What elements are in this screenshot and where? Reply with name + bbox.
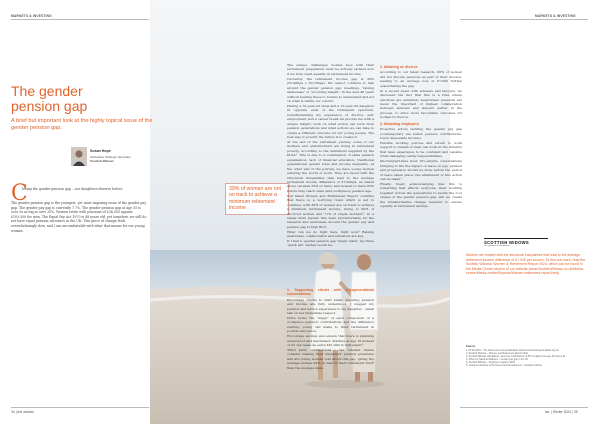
author-name: Susan Hope <box>90 149 111 153</box>
sources-list <box>466 345 588 367</box>
page-footer-right: iss. | Winter 2024 | 35 <box>545 410 578 414</box>
source-item: 2. Scottish Widows – Women and Retirement Report 2024 <box>466 351 528 355</box>
article-column-1 <box>287 63 374 248</box>
col2-paragraph: Shorter/part-time hour. Pro-empire conversations bringing to life the impact of leave on pay, pension and progression should be done before the period of leave taken place; the attainment of this action can be taken⁵. <box>380 159 462 181</box>
section-heading-2: 2. Attaining on divorce <box>380 65 418 69</box>
sources-heading: Sources <box>466 345 476 348</box>
logo-rule <box>484 238 548 239</box>
article-title <box>11 84 151 114</box>
article-column-1-continued <box>287 286 374 371</box>
col1-paragraph: At the end of the retirement journey, some of our mothers and grandmothers are living in retirement poverty, according to the definitions supplied by the PLSA¹. This is due to a combination of state pension equalisation, lack of financial education, traditional generational gender roles and income inequality. At the other end of the journey, we have young women entering the world of work. They are faced with the structural inequalities that lead to the average retirement income difference of £7,000pa, as stated above (women 59% of men), and women to mere 65% before they reach state (and workplace) pension age. <box>287 139 374 193</box>
author-company: Scottish Widows <box>90 159 114 163</box>
author-role-title: Workplace Strategic Specialist <box>90 155 131 159</box>
col1-paragraph: The unique challenges women face with their retirement preparation must be actively tackled now if we truly want equality in retirement income. <box>287 63 374 76</box>
section-heading-1: 1. Supporting clients with intergenerational conversations <box>287 288 374 297</box>
col2-paragraph: Finally, freely acknowledging that this is something that affects everyone, their working together across the generations to tackle the root causes of the gender pension gap, will we create the transformative change required to ensure equality in retirement savings. <box>380 181 462 209</box>
col1-paragraph: Drive home the ‘magic’ of each component of a workplace pension: contributions and the difference starting young can make to their retirement in pounds and pence. <box>287 316 374 334</box>
intro-first-line: losing the gender pension gap – our daughters deserve better. <box>22 187 123 191</box>
source-item: 6. Chartered Institute of Personnel and Development – Flexible working <box>466 364 542 368</box>
page-footer-left: 34 | the adviser <box>11 410 35 414</box>
col1-paragraph: What can we do right here, right now? Raising awareness, collaboration and education are key. <box>287 229 374 239</box>
report-callout: Women are hosted with the structural inequalities that lead to the average retirement income difference of £7,000 per annum. To find out more, read the Scottish Widows’ Women & Retirement Report 2024, which can be found in the Media Centre section of our website (www.ScottishWidows.co.uk/Media-centre/Media-centre/Reports/Women-retirement-report.html) <box>466 253 586 275</box>
article-column-2 <box>380 63 462 209</box>
col2-paragraph: According to our latest research, 60% of women did not discuss pensions as part of their divorce, leading to an average loss of £7,000 further exacerbating the gap. <box>380 70 462 88</box>
logo-tagline: Life, pensions & investments <box>484 244 510 247</box>
title-line-1: The gender <box>11 83 83 99</box>
drop-cap: C <box>11 181 28 206</box>
author-avatar <box>71 147 87 166</box>
source-item: 5. Scottish Widows – Employer research 2024 <box>466 360 515 364</box>
person-icon <box>71 147 87 166</box>
pull-quote: 39% of women are not on track to achieve a minimum retirement income <box>225 183 289 215</box>
header-divider-right <box>460 19 588 20</box>
col2-paragraph: Flexible working policies and return to work support to remain women can work in the industry that have experience to be confident and capable while managing caring responsibilities. <box>380 140 462 159</box>
section-label-left: MARKETS & INVESTING <box>11 14 52 18</box>
intro-paragraph: The gender pension gap is the youngest, yet most imposing issue of the gender pay gap. The gender pay gap is currently 7.7%. The gender pension gap at age 55 is over 3x as big at over 35%. Women retire with pensions of £34,000 against £103,500 for men. The Equal Pay Act 1970 is 48 years old, yet somehow, we still do not have equal pension outcomes in the UK. This piece of change feels overwhelmingly slow, and I am uncomfortable with what that means for our young women. <box>11 201 147 233</box>
col1-paragraph: Having a 70-year-old mum and a 15-year-old daughter at opposite ends of the retirement spectrum, notwithstanding my experience of divorce, self-employment and a career break all provide me with a unique insight, both on what action can form from pension generations and what actions we can take to create a different outcome for our young people. The best way to predict the future is to create it. <box>287 103 374 140</box>
logo-name: SCOTTISH WIDOWS <box>484 239 529 245</box>
author-role <box>90 155 130 163</box>
col1-paragraph: Encourage clients to start small, ensuring pension and income are fully understood. I suggest my pension and advice experience to my daughter – small talk on her immediate respect. <box>287 297 374 316</box>
section-label-right: MARKETS & INVESTING <box>535 14 576 18</box>
section-heading-3: 3. Attracting employers <box>380 121 419 126</box>
col1-paragraph: Our latest Women and Retirement Report confirms that there is a worrying trend which is set to continue, with 39% of women are on track to achieve a minimum retirement income, rising to 60% of divorced women and 71% of single mothers². In a single mum myself, this feels uncomfortable for the research and awareness around the gender pay and pension gap is high BUT. <box>287 193 374 229</box>
source-item: 3. Scottish Widows calculations, assumes contributions of 8% of salary from age 18 versus 22 <box>466 354 566 358</box>
col2-paragraph: In a recent event with advisers and lawyers, we discussed the fact that this is a time where emotions are extremely heightened, pensions are never the important of highest collaboration between advisers and lawyers earlier in the process, to drive more favourable outcomes for women in divorce. <box>380 88 462 120</box>
title-line-2: pension gap <box>11 98 88 114</box>
scottish-widows-logo <box>484 238 548 247</box>
col1-paragraph: Currently, the retirement income gap is 39% (£5,900pa v £9,700pa). We cannot continue to talk around the gender pension gap: meetings, ‘raising awareness’ or ‘providing insight’. In the next 48 years without leading these to forums to understand and act on what is within our control. <box>287 76 375 104</box>
col1-paragraph: If I had a ‘gender pension gap’ magic wand, my three ‘quick win’ wishes would be: <box>287 239 374 248</box>
source-item: 4. Office for National Statistics – Gender pay gap in the UK <box>466 357 529 361</box>
source-item: 1. PLSA 2024 – The Retirement Living Standards www.retirementlivingstandards.org.uk <box>466 348 559 352</box>
footer-divider-right <box>460 407 588 408</box>
col1-paragraph: Encourage savings and ensure that there is planning understood and maximised. Starting at age 18 instead of 22 can mean an extra £81,000 in retirement³. <box>287 334 374 348</box>
col1-paragraph: Third party contributions – can relevant clients consider making their daughters’ pension premiums and are young women told about this gap, giving the average woman 64% on men in their retirement fund⁴ than the average male. <box>287 347 374 370</box>
header-divider-left <box>11 19 149 20</box>
footer-divider-left <box>11 407 149 408</box>
col2-paragraph: Proactive actors tackling the gender pay gap (contemporary are better pension contributions, lower disposable income). <box>380 127 462 141</box>
article-subtitle: A brief but important look at the highly topical issue of the gender pension gap. <box>11 118 153 131</box>
